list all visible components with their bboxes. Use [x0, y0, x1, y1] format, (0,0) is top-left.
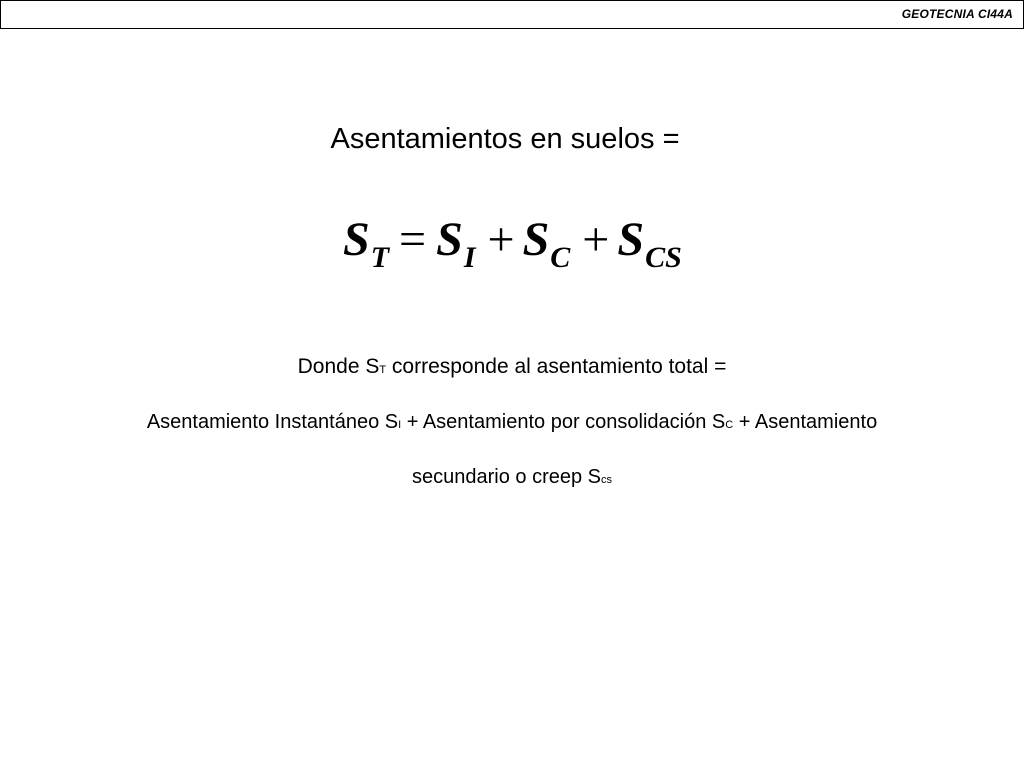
formula-equals: =	[399, 213, 427, 266]
formula-term-creep: $S_{CS}$	[617, 213, 682, 274]
formula-plus: +	[582, 213, 610, 266]
formula-term-consolidation: $S_C$	[522, 213, 571, 274]
description-line-1: Donde ST corresponde al asentamiento total =	[297, 355, 727, 378]
course-label: GEOTECNIA CI44A	[901, 7, 1013, 21]
description-line-3: secundario o creep Scs	[411, 466, 612, 488]
settlement-formula	[343, 212, 682, 274]
formula-term-instant: $S_I$	[436, 213, 476, 274]
formula-term-total: $S_T$	[343, 213, 390, 274]
description-line-2: Asentamiento Instantáneo SI + Asentamiento por consolidación SC + Asentamiento	[146, 411, 878, 433]
header-bar	[0, 0, 1024, 29]
slide-title: Asentamientos en suelos =	[330, 123, 680, 155]
formula-plus: +	[487, 213, 515, 266]
